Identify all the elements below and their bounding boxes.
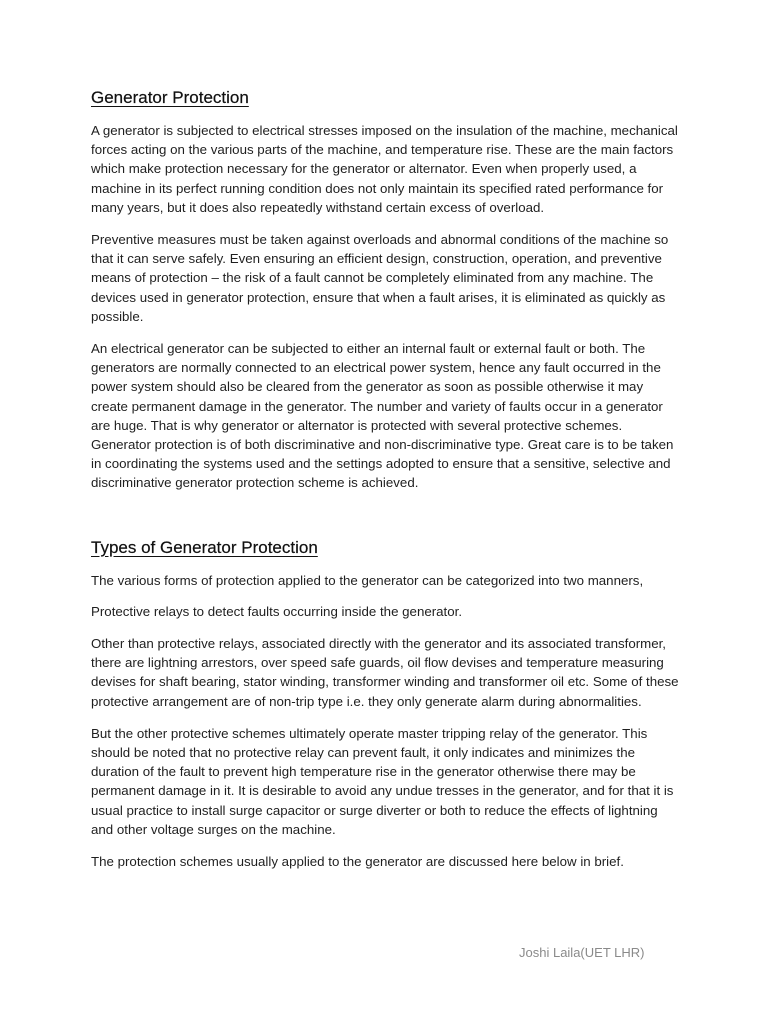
paragraph: A generator is subjected to electrical stresses imposed on the insulation of the machine, mechanical forces acting on the various parts of the machine, and temperature rise. These are the main factors which make protection necessary for the generator or alternator. Even when properly used, a machine in its perfect running condition does not only maintain its specified rated performance for many years, but it does also repeatedly withstand certain excess of overload. [91, 123, 678, 215]
paragraph: But the other protective schemes ultimately operate master tripping relay of the generator. This should be noted that no protective relay can prevent fault, it only indicates and minimizes the duration of the fault to prevent high temperature rise in the generator otherwise there may be permanent damage in it. It is desirable to avoid any undue tresses in the generator, and for that it is usual practice to install surge capacitor or surge diverter or both to reduce the effects of lightning and other voltage surges on the machine. [91, 725, 674, 837]
paragraph: Preventive measures must be taken against overloads and abnormal conditions of the machine so that it can serve safely. Even ensuring an efficient design, construction, operation, and preventive means of protection – the risk of a fault cannot be completely eliminated from any machine. The devices used in generator protection, ensure that when a fault arises, it is eliminated as quickly as possible. [91, 232, 669, 324]
paragraph: An electrical generator can be subjected to either an internal fault or external fault or both. The generators are normally connected to an electrical power system, hence any fault occurred in the power system should also be cleared from the generator as soon as possible otherwise it may create permanent damage in the generator. The number and variety of faults occur in a generator are huge. That is why generator or alternator is protected with several protective schemes. Generator protection is of both discriminative and non-discriminative type. Great care is to be taken in coordinating the systems used and the settings adopted to ensure that a sensitive, selective and discriminative generator protection scheme is achieved. [91, 341, 674, 491]
paragraph: Protective relays to detect faults occurring inside the generator. [91, 603, 463, 619]
document-body [91, 88, 681, 871]
footer-author: Joshi Laila(UET LHR) [519, 945, 645, 960]
paragraph: The various forms of protection applied to the generator can be categorized into two manners, [91, 572, 644, 588]
paragraph: The protection schemes usually applied to the generator are discussed here below in brief. [91, 854, 624, 870]
paragraph: Other than protective relays, associated directly with the generator and its associated transformer, there are lightning arrestors, over speed safe guards, oil flow devises and temperature measuring devises for shaft bearing, stator winding, transformer winding and transformer oil etc. Some of these protective arrangement are of non-trip type i.e. they only generate alarm during abnormalities. [91, 636, 679, 709]
section-heading-types-of-generator-protection: Types of Generator Protection [91, 537, 318, 557]
section-heading-generator-protection: Generator Protection [91, 88, 249, 107]
